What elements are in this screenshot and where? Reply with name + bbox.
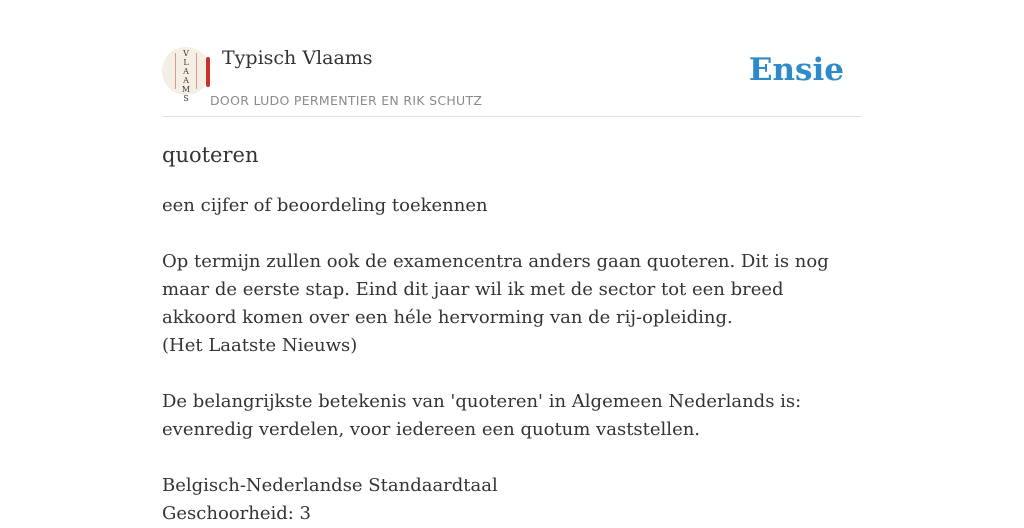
avatar-decoration xyxy=(175,53,176,89)
entry-specificity: Geschoorheid: 3 xyxy=(162,503,311,524)
avatar-book-edge xyxy=(206,57,210,87)
avatar-letters: VLAAMS xyxy=(181,49,191,103)
entry-example-block xyxy=(162,248,862,360)
avatar[interactable] xyxy=(162,47,210,103)
entry-category: Belgisch-Nederlandse Standaardtaal xyxy=(162,475,498,496)
brand-logo[interactable]: Ensie xyxy=(748,52,844,88)
avatar-decoration xyxy=(196,53,197,89)
entry-source: (Het Laatste Nieuws) xyxy=(162,335,358,356)
entry-definition: een cijfer of beoordeling toekennen xyxy=(162,195,488,216)
site-header xyxy=(162,46,862,117)
entry-example: Op termijn zullen ook de examencentra anders gaan quoteren. Dit is nog maar de eerste stap. Eind dit jaar wil ik met de sector tot een breed akkoord komen over een héle hervorming van de rij-opleiding. xyxy=(162,251,829,328)
byline: DOOR LUDO PERMENTIER EN RIK SCHUTZ xyxy=(210,93,483,108)
entry-word: quoteren xyxy=(162,143,259,167)
blog-title[interactable]: Typisch Vlaams xyxy=(222,47,373,69)
entry-meta-block xyxy=(162,472,862,528)
entry-content xyxy=(162,140,862,528)
entry-note: De belangrijkste betekenis van 'quoteren' in Algemeen Nederlands is: evenredig verdelen, voor iedereen een quotum vaststellen. xyxy=(162,391,802,440)
